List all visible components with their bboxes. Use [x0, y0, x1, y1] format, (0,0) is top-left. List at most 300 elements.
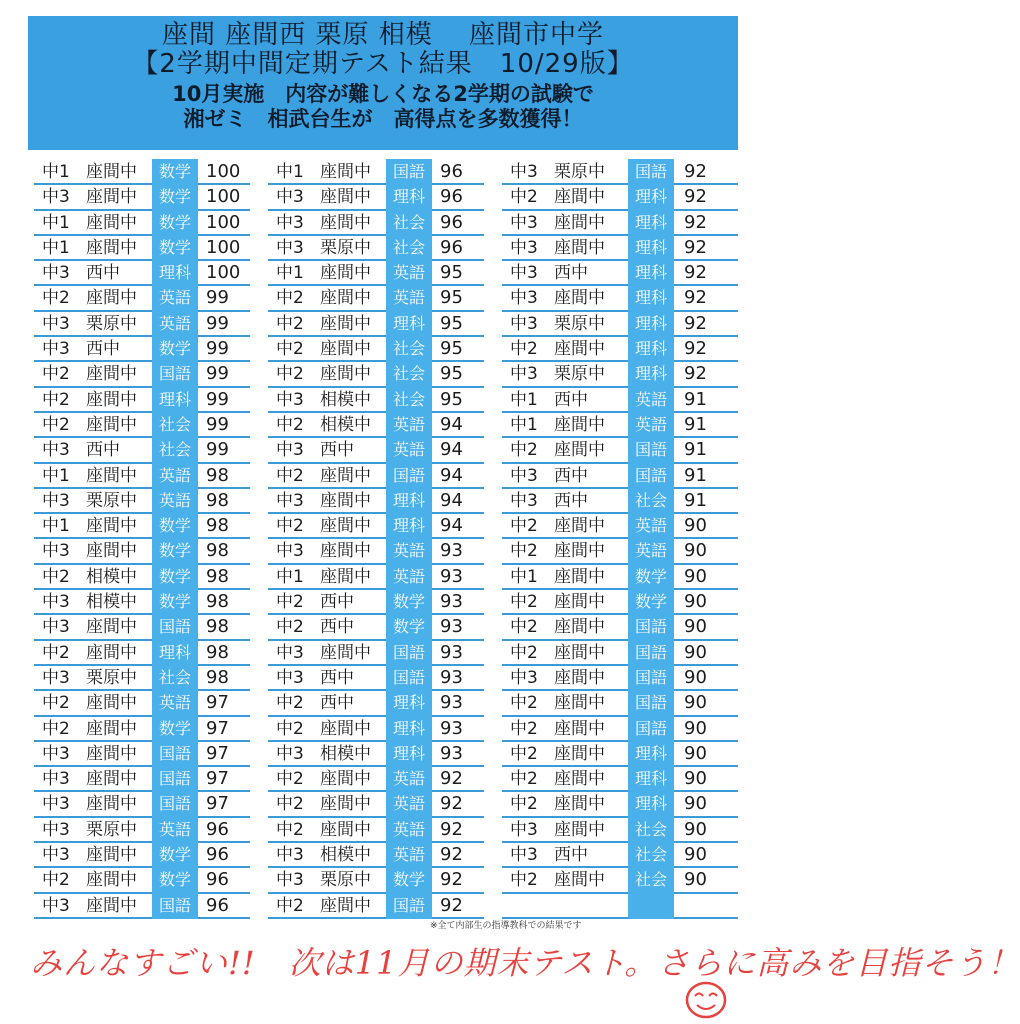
score-cell: 94	[440, 515, 463, 537]
result-row	[34, 514, 250, 539]
score-cell: 90	[684, 515, 707, 537]
subject-badge: 英語	[386, 412, 432, 438]
subject-badge: 国語	[152, 791, 198, 817]
grade-cell: 中1	[510, 414, 538, 435]
school-cell: 座間中	[86, 465, 137, 486]
grade-cell: 中2	[510, 339, 538, 360]
result-row	[34, 615, 250, 640]
result-row	[268, 388, 484, 413]
results-column-1	[34, 160, 250, 919]
result-row	[34, 438, 250, 463]
school-cell: 座間中	[86, 895, 137, 916]
subject-badge: 数学	[386, 614, 432, 640]
score-cell: 96	[206, 894, 229, 916]
score-cell: 92	[684, 236, 707, 258]
results-column-3	[502, 160, 738, 919]
subject-badge: 英語	[152, 285, 198, 311]
result-row	[268, 894, 484, 919]
result-row	[268, 742, 484, 767]
school-cell: 座間中	[86, 718, 137, 739]
subject-badge: 社会	[152, 437, 198, 463]
school-cell: 栗原中	[86, 667, 137, 688]
score-cell: 99	[206, 363, 229, 385]
grade-cell: 中2	[276, 819, 304, 840]
score-cell: 92	[684, 363, 707, 385]
grade-cell: 中2	[42, 718, 70, 739]
subject-badge: 数学	[152, 336, 198, 362]
grade-cell: 中2	[276, 693, 304, 714]
score-cell: 98	[206, 464, 229, 486]
result-row	[268, 615, 484, 640]
score-cell: 90	[684, 692, 707, 714]
school-cell: 相模中	[86, 566, 137, 587]
school-cell: 座間中	[554, 617, 605, 638]
grade-cell: 中2	[510, 187, 538, 208]
grade-cell: 中2	[42, 870, 70, 891]
school-cell: 座間中	[554, 794, 605, 815]
result-row	[502, 666, 738, 691]
grade-cell: 中2	[510, 870, 538, 891]
school-cell: 座間中	[320, 794, 371, 815]
result-row	[34, 641, 250, 666]
score-cell: 90	[684, 616, 707, 638]
result-row	[502, 565, 738, 590]
score-cell: 93	[440, 616, 463, 638]
header-subtitle-2: 湘ゼミ 相武台生が 高得点を多数獲得！	[183, 107, 583, 131]
subject-badge: 国語	[628, 614, 674, 640]
result-row	[502, 590, 738, 615]
subject-badge: 英語	[628, 513, 674, 539]
result-row	[502, 236, 738, 261]
subject-badge: 数学	[386, 589, 432, 615]
result-row	[502, 211, 738, 236]
school-cell: 栗原中	[554, 313, 605, 334]
school-cell: 西中	[320, 693, 354, 714]
score-cell: 92	[440, 894, 463, 916]
school-cell: 座間中	[320, 541, 371, 562]
subject-badge: 数学	[152, 184, 198, 210]
grade-cell: 中3	[510, 263, 538, 284]
result-row	[268, 717, 484, 742]
subject-badge: 国語	[386, 159, 432, 185]
score-cell: 91	[684, 489, 707, 511]
school-cell: 座間中	[320, 566, 371, 587]
subject-badge: 国語	[152, 766, 198, 792]
grade-cell: 中3	[276, 870, 304, 891]
score-cell: 90	[684, 540, 707, 562]
result-row	[34, 337, 250, 362]
score-cell: 90	[684, 591, 707, 613]
school-cell: 座間中	[86, 541, 137, 562]
school-cell: 栗原中	[86, 490, 137, 511]
grade-cell: 中2	[510, 769, 538, 790]
grade-cell: 中2	[510, 642, 538, 663]
score-cell: 92	[684, 262, 707, 284]
school-cell: 座間中	[554, 440, 605, 461]
grade-cell: 中2	[510, 693, 538, 714]
grade-cell: 中3	[42, 187, 70, 208]
score-cell: 94	[440, 413, 463, 435]
subject-badge: 理科	[152, 260, 198, 286]
grade-cell: 中2	[42, 364, 70, 385]
grade-cell: 中2	[276, 794, 304, 815]
subject-badge: 理科	[386, 716, 432, 742]
grade-cell: 中2	[276, 465, 304, 486]
subject-badge: 国語	[628, 690, 674, 716]
subject-badge: 英語	[386, 842, 432, 868]
school-cell: 座間中	[86, 187, 137, 208]
grade-cell: 中3	[42, 263, 70, 284]
school-cell: 座間中	[320, 516, 371, 537]
score-cell: 95	[440, 312, 463, 334]
grade-cell: 中3	[276, 642, 304, 663]
grade-cell: 中3	[510, 667, 538, 688]
result-row	[34, 539, 250, 564]
subject-badge: 数学	[386, 867, 432, 893]
school-cell: 西中	[554, 845, 588, 866]
result-row	[268, 464, 484, 489]
result-row	[502, 894, 738, 919]
score-cell: 98	[206, 591, 229, 613]
grade-cell: 中2	[510, 743, 538, 764]
school-cell: 座間中	[86, 237, 137, 258]
score-cell: 92	[684, 287, 707, 309]
result-row	[268, 767, 484, 792]
score-cell: 92	[684, 211, 707, 233]
result-row	[34, 742, 250, 767]
grade-cell: 中2	[276, 516, 304, 537]
school-cell: 座間中	[554, 237, 605, 258]
subject-badge: 数学	[152, 513, 198, 539]
score-cell: 93	[440, 540, 463, 562]
result-row	[268, 641, 484, 666]
school-cell: 座間中	[86, 288, 137, 309]
school-cell: 座間中	[320, 212, 371, 233]
result-row	[502, 843, 738, 868]
score-cell: 90	[684, 666, 707, 688]
grade-cell: 中2	[276, 895, 304, 916]
subject-badge: 理科	[628, 791, 674, 817]
result-row	[502, 792, 738, 817]
school-cell: 座間中	[554, 187, 605, 208]
subject-badge: 理科	[386, 311, 432, 337]
subject-badge: 英語	[628, 538, 674, 564]
subject-badge: 理科	[628, 361, 674, 387]
subject-badge: 理科	[386, 513, 432, 539]
grade-cell: 中2	[510, 516, 538, 537]
score-cell: 90	[684, 768, 707, 790]
result-row	[268, 666, 484, 691]
subject-badge: 社会	[628, 488, 674, 514]
school-cell: 座間中	[86, 414, 137, 435]
score-cell: 92	[684, 186, 707, 208]
result-row	[34, 464, 250, 489]
grade-cell: 中3	[276, 389, 304, 410]
grade-cell: 中2	[42, 693, 70, 714]
subject-badge: 国語	[152, 741, 198, 767]
handwritten-message: みんなすごい!! 次は11月の期末テスト。さらに高みを目指そう！	[30, 944, 1020, 982]
subject-badge: 理科	[628, 766, 674, 792]
grade-cell: 中1	[276, 263, 304, 284]
subject-badge: 社会	[152, 665, 198, 691]
score-cell: 100	[206, 211, 241, 233]
result-row	[268, 489, 484, 514]
result-row	[268, 413, 484, 438]
result-row	[34, 590, 250, 615]
grade-cell: 中2	[276, 414, 304, 435]
school-cell: 西中	[320, 667, 354, 688]
grade-cell: 中1	[510, 566, 538, 587]
grade-cell: 中3	[42, 819, 70, 840]
score-cell: 93	[440, 717, 463, 739]
school-cell: 座間中	[320, 769, 371, 790]
school-cell: 座間中	[554, 667, 605, 688]
subject-badge: 英語	[628, 387, 674, 413]
school-cell: 相模中	[320, 389, 371, 410]
result-row	[502, 160, 738, 185]
grade-cell: 中2	[42, 414, 70, 435]
subject-badge: 理科	[628, 311, 674, 337]
subject-badge: 国語	[628, 665, 674, 691]
school-cell: 相模中	[320, 845, 371, 866]
score-cell: 99	[206, 287, 229, 309]
grade-cell: 中3	[510, 490, 538, 511]
school-cell: 座間中	[554, 718, 605, 739]
footnote: ※全て内部生の指導教科での結果です	[430, 921, 582, 931]
grade-cell: 中3	[276, 490, 304, 511]
result-row	[502, 641, 738, 666]
grade-cell: 中3	[42, 617, 70, 638]
subject-badge: 数学	[152, 716, 198, 742]
score-cell: 98	[206, 666, 229, 688]
score-cell: 94	[440, 439, 463, 461]
subject-badge: 英語	[386, 437, 432, 463]
score-cell: 98	[206, 565, 229, 587]
result-row	[34, 236, 250, 261]
school-cell: 座間中	[86, 212, 137, 233]
score-cell: 92	[440, 844, 463, 866]
grade-cell: 中3	[42, 541, 70, 562]
score-cell: 99	[206, 338, 229, 360]
result-row	[502, 615, 738, 640]
subject-badge: 数学	[628, 564, 674, 590]
result-row	[502, 742, 738, 767]
subject-badge: 理科	[628, 285, 674, 311]
subject-badge: 英語	[152, 488, 198, 514]
score-cell: 96	[440, 186, 463, 208]
score-cell: 92	[440, 818, 463, 840]
result-row	[34, 818, 250, 843]
school-cell: 相模中	[320, 743, 371, 764]
subject-badge: 理科	[628, 741, 674, 767]
subject-badge: 社会	[628, 842, 674, 868]
result-row	[268, 868, 484, 893]
result-row	[502, 185, 738, 210]
school-cell: 栗原中	[86, 819, 137, 840]
school-cell: 座間中	[86, 870, 137, 891]
school-cell: 座間中	[554, 592, 605, 613]
result-row	[502, 818, 738, 843]
grade-cell: 中3	[42, 769, 70, 790]
subject-badge: 英語	[152, 463, 198, 489]
school-cell: 座間中	[554, 414, 605, 435]
score-cell: 100	[206, 262, 241, 284]
result-row	[502, 261, 738, 286]
score-cell: 92	[440, 869, 463, 891]
subject-badge: 数学	[152, 538, 198, 564]
school-cell: 座間中	[320, 162, 371, 182]
result-row	[268, 438, 484, 463]
header-title-schools: 座間 座間西 栗原 相模 座間市中学	[161, 20, 605, 50]
school-cell: 座間中	[554, 769, 605, 790]
results-column-2	[268, 160, 484, 919]
subject-badge: 英語	[386, 260, 432, 286]
score-cell: 97	[206, 717, 229, 739]
score-cell: 95	[440, 388, 463, 410]
subject-badge: 理科	[628, 260, 674, 286]
result-row	[268, 539, 484, 564]
school-cell: 座間中	[554, 212, 605, 233]
subject-badge: 英語	[386, 538, 432, 564]
result-row	[34, 185, 250, 210]
grade-cell: 中2	[276, 339, 304, 360]
school-cell: 座間中	[86, 162, 137, 182]
school-cell: 座間中	[320, 819, 371, 840]
grade-cell: 中2	[42, 389, 70, 410]
score-cell: 90	[684, 565, 707, 587]
result-row	[502, 868, 738, 893]
school-cell: 西中	[86, 440, 120, 461]
subject-badge: 英語	[386, 766, 432, 792]
score-cell: 92	[440, 768, 463, 790]
subject-badge: 数学	[152, 235, 198, 261]
grade-cell: 中2	[276, 769, 304, 790]
school-cell: 座間中	[86, 845, 137, 866]
result-row	[268, 590, 484, 615]
grade-cell: 中3	[42, 845, 70, 866]
result-row	[502, 539, 738, 564]
score-cell: 99	[206, 439, 229, 461]
grade-cell: 中3	[276, 845, 304, 866]
school-cell: 座間中	[86, 693, 137, 714]
score-cell: 90	[684, 818, 707, 840]
school-cell: 栗原中	[86, 313, 137, 334]
result-row	[502, 286, 738, 311]
subject-badge: 国語	[628, 716, 674, 742]
result-row	[268, 286, 484, 311]
subject-badge: 国語	[386, 640, 432, 666]
subject-badge: 国語	[628, 437, 674, 463]
grade-cell: 中3	[510, 162, 538, 182]
subject-badge: 英語	[152, 311, 198, 337]
score-cell: 96	[440, 161, 463, 182]
subject-badge: 社会	[386, 210, 432, 236]
school-cell: 座間中	[86, 617, 137, 638]
subject-badge: 国語	[386, 893, 432, 919]
subject-badge: 数学	[152, 842, 198, 868]
result-row	[502, 489, 738, 514]
subject-badge: 理科	[386, 184, 432, 210]
grade-cell: 中1	[276, 566, 304, 587]
grade-cell: 中3	[510, 212, 538, 233]
score-cell: 97	[206, 692, 229, 714]
school-cell: 西中	[554, 465, 588, 486]
score-cell: 90	[684, 793, 707, 815]
score-cell: 90	[684, 869, 707, 891]
school-cell: 座間中	[320, 364, 371, 385]
grade-cell: 中1	[42, 465, 70, 486]
score-cell: 92	[684, 312, 707, 334]
subject-badge: 理科	[386, 488, 432, 514]
grade-cell: 中1	[276, 162, 304, 182]
grade-cell: 中3	[42, 490, 70, 511]
grade-cell: 中2	[510, 440, 538, 461]
score-cell: 95	[440, 287, 463, 309]
school-cell: 西中	[86, 263, 120, 284]
subject-badge: 英語	[386, 791, 432, 817]
score-cell: 92	[440, 793, 463, 815]
score-cell: 97	[206, 742, 229, 764]
subject-badge: 理科	[152, 387, 198, 413]
school-cell: 座間中	[320, 187, 371, 208]
result-row	[502, 691, 738, 716]
subject-badge: 社会	[386, 387, 432, 413]
result-row	[268, 337, 484, 362]
result-row	[268, 312, 484, 337]
school-cell: 栗原中	[554, 364, 605, 385]
result-row	[34, 894, 250, 919]
school-cell: 座間中	[320, 490, 371, 511]
grade-cell: 中3	[276, 541, 304, 562]
score-cell: 99	[206, 312, 229, 334]
subject-badge: 社会	[152, 412, 198, 438]
school-cell: 西中	[554, 389, 588, 410]
grade-cell: 中2	[42, 288, 70, 309]
subject-badge: 理科	[386, 741, 432, 767]
subject-badge: 英語	[386, 817, 432, 843]
grade-cell: 中3	[276, 440, 304, 461]
score-cell: 90	[684, 742, 707, 764]
result-row	[502, 337, 738, 362]
score-cell: 98	[206, 489, 229, 511]
school-cell: 西中	[554, 490, 588, 511]
result-row	[34, 843, 250, 868]
result-row	[502, 767, 738, 792]
grade-cell: 中3	[510, 364, 538, 385]
subject-badge: 英語	[386, 564, 432, 590]
subject-badge: 数学	[152, 564, 198, 590]
school-cell: 座間中	[320, 288, 371, 309]
result-row	[34, 413, 250, 438]
score-cell: 97	[206, 768, 229, 790]
subject-badge: 英語	[386, 285, 432, 311]
grade-cell: 中2	[510, 592, 538, 613]
school-cell: 座間中	[86, 389, 137, 410]
score-cell: 98	[206, 515, 229, 537]
school-cell: 座間中	[320, 895, 371, 916]
score-cell: 98	[206, 540, 229, 562]
school-cell: 座間中	[86, 642, 137, 663]
result-row	[268, 160, 484, 185]
school-cell: 座間中	[86, 743, 137, 764]
grade-cell: 中3	[276, 743, 304, 764]
result-row	[34, 312, 250, 337]
grade-cell: 中3	[42, 794, 70, 815]
subject-badge: 国語	[628, 463, 674, 489]
result-row	[268, 236, 484, 261]
subject-badge: 英語	[628, 412, 674, 438]
score-cell: 96	[206, 869, 229, 891]
